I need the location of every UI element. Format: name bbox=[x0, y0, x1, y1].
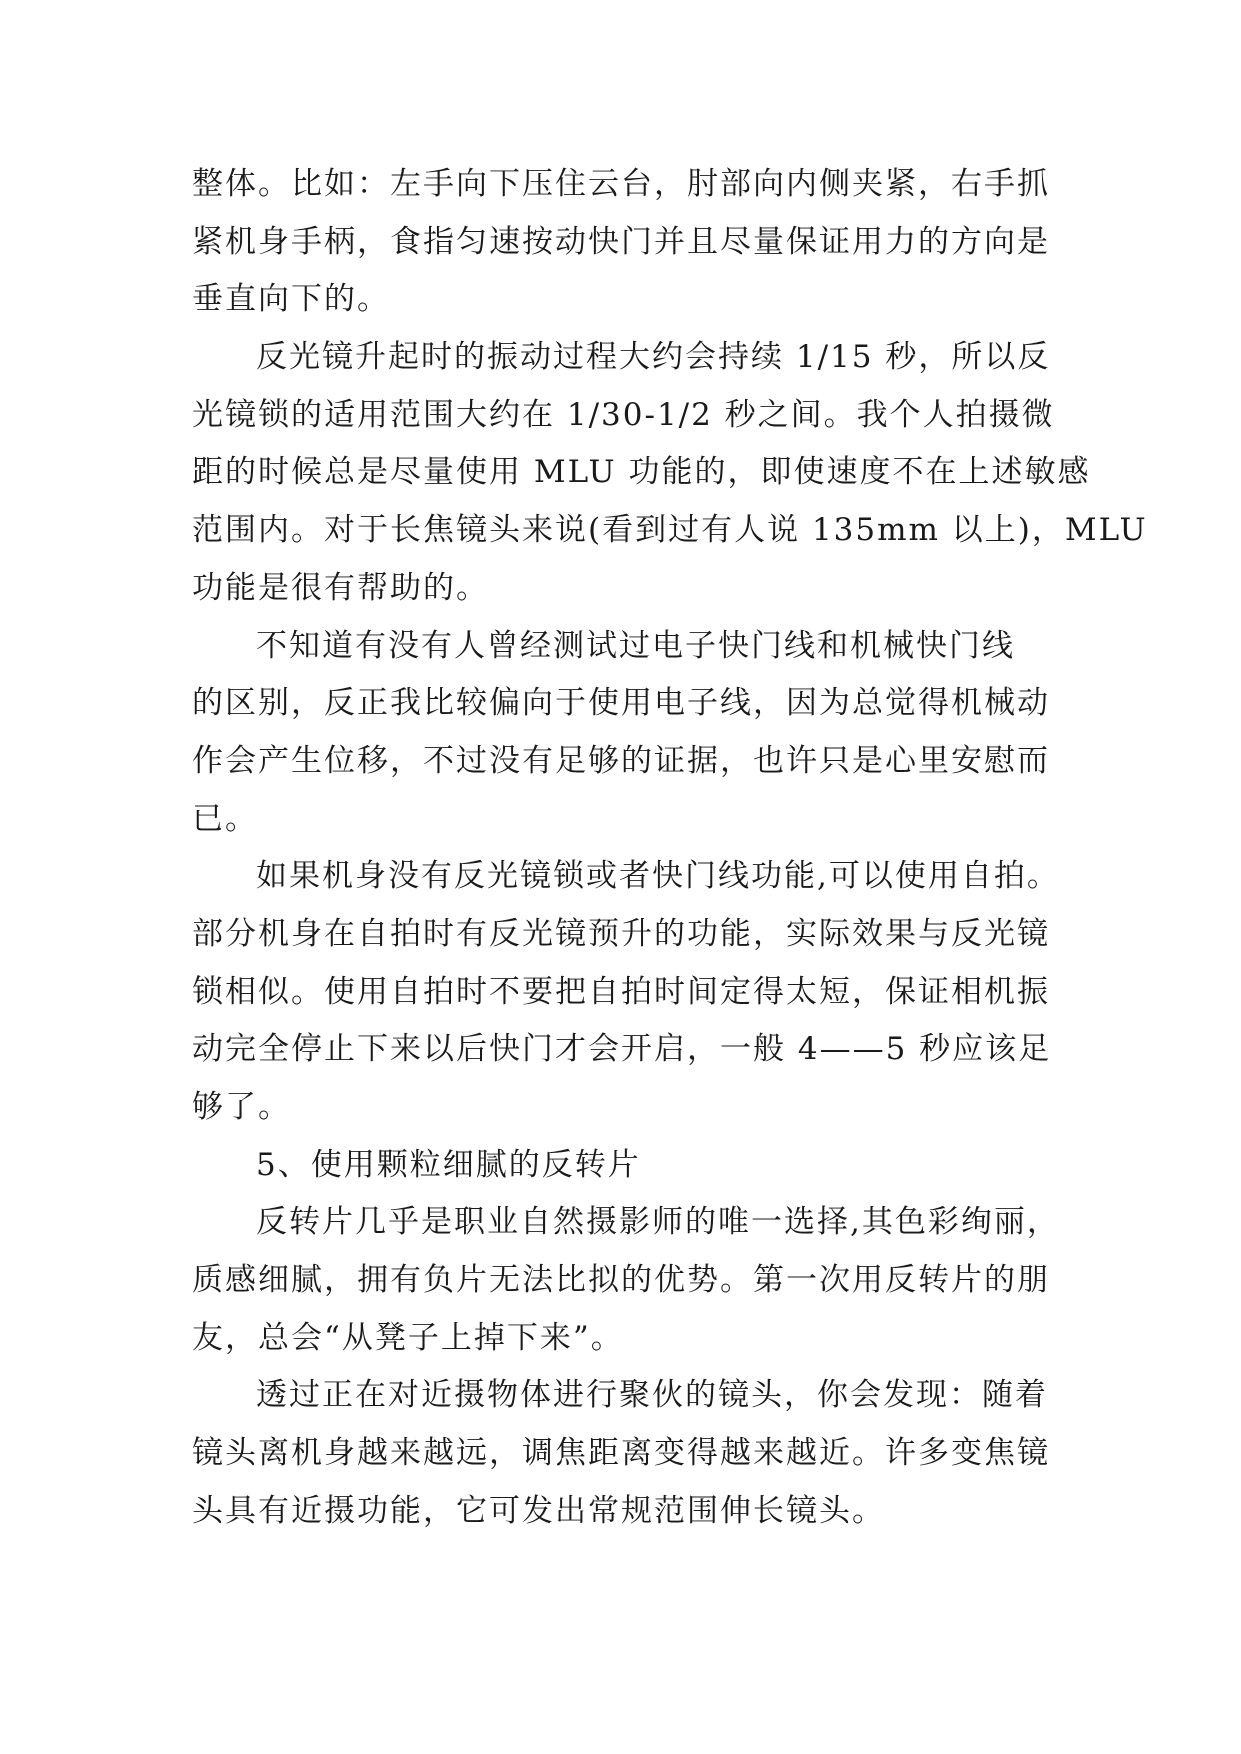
text-line: 反转片几乎是职业自然摄影师的唯一选择,其色彩绚丽， bbox=[256, 1204, 1060, 1241]
text-line: 范围内。对于长焦镜头来说(看到过有人说 135mm 以上)，MLU bbox=[192, 512, 1148, 549]
text-line: 头具有近摄功能，它可发出常规范围伸长镜头。 bbox=[192, 1492, 885, 1529]
text-line: 如果机身没有反光镜锁或者快门线功能,可以使用自拍。 bbox=[256, 858, 1060, 895]
text-line: 功能是很有帮助的。 bbox=[192, 569, 489, 606]
text-line: 透过正在对近摄物体进行聚伙的镜头，你会发现：随着 bbox=[256, 1377, 1048, 1414]
text-line: 动完全停止下来以后快门才会开启，一般 4——5 秒应该足 bbox=[192, 1031, 1052, 1068]
text-line: 5、使用颗粒细腻的反转片 bbox=[256, 1146, 641, 1183]
text-line: 的区别，反正我比较偏向于使用电子线，因为总觉得机械动 bbox=[192, 685, 1050, 722]
text-line: 光镜锁的适用范围大约在 1/30-1/2 秒之间。我个人拍摄微 bbox=[192, 396, 1055, 433]
text-line: 反光镜升起时的振动过程大约会持续 1/15 秒，所以反 bbox=[256, 339, 1051, 376]
text-line: 距的时候总是尽量使用 MLU 功能的，即使速度不在上述敏感 bbox=[192, 454, 1091, 491]
text-line: 镜头离机身越来越远，调焦距离变得越来越近。许多变焦镜 bbox=[192, 1435, 1050, 1472]
text-line: 已。 bbox=[192, 800, 258, 837]
body-text bbox=[192, 156, 1148, 1541]
text-line: 部分机身在自拍时有反光镜预升的功能，实际效果与反光镜 bbox=[192, 915, 1050, 952]
text-line: 整体。比如：左手向下压住云台，肘部向内侧夹紧，右手抓 bbox=[192, 166, 1050, 202]
text-line: 锁相似。使用自拍时不要把自拍时间定得太短，保证相机振 bbox=[192, 973, 1050, 1010]
text-line: 垂直向下的。 bbox=[192, 281, 390, 318]
text-line: 友，总会“从凳子上掉下来”。 bbox=[192, 1319, 624, 1356]
text-line: 紧机身手柄，食指匀速按动快门并且尽量保证用力的方向是 bbox=[192, 223, 1050, 260]
text-line: 质感细腻，拥有负片无法比拟的优势。第一次用反转片的朋 bbox=[192, 1262, 1050, 1299]
text-line: 够了。 bbox=[192, 1089, 291, 1125]
text-line: 作会产生位移，不过没有足够的证据，也许只是心里安慰而 bbox=[192, 742, 1050, 779]
text-line: 不知道有没有人曾经测试过电子快门线和机械快门线 bbox=[256, 627, 1015, 664]
